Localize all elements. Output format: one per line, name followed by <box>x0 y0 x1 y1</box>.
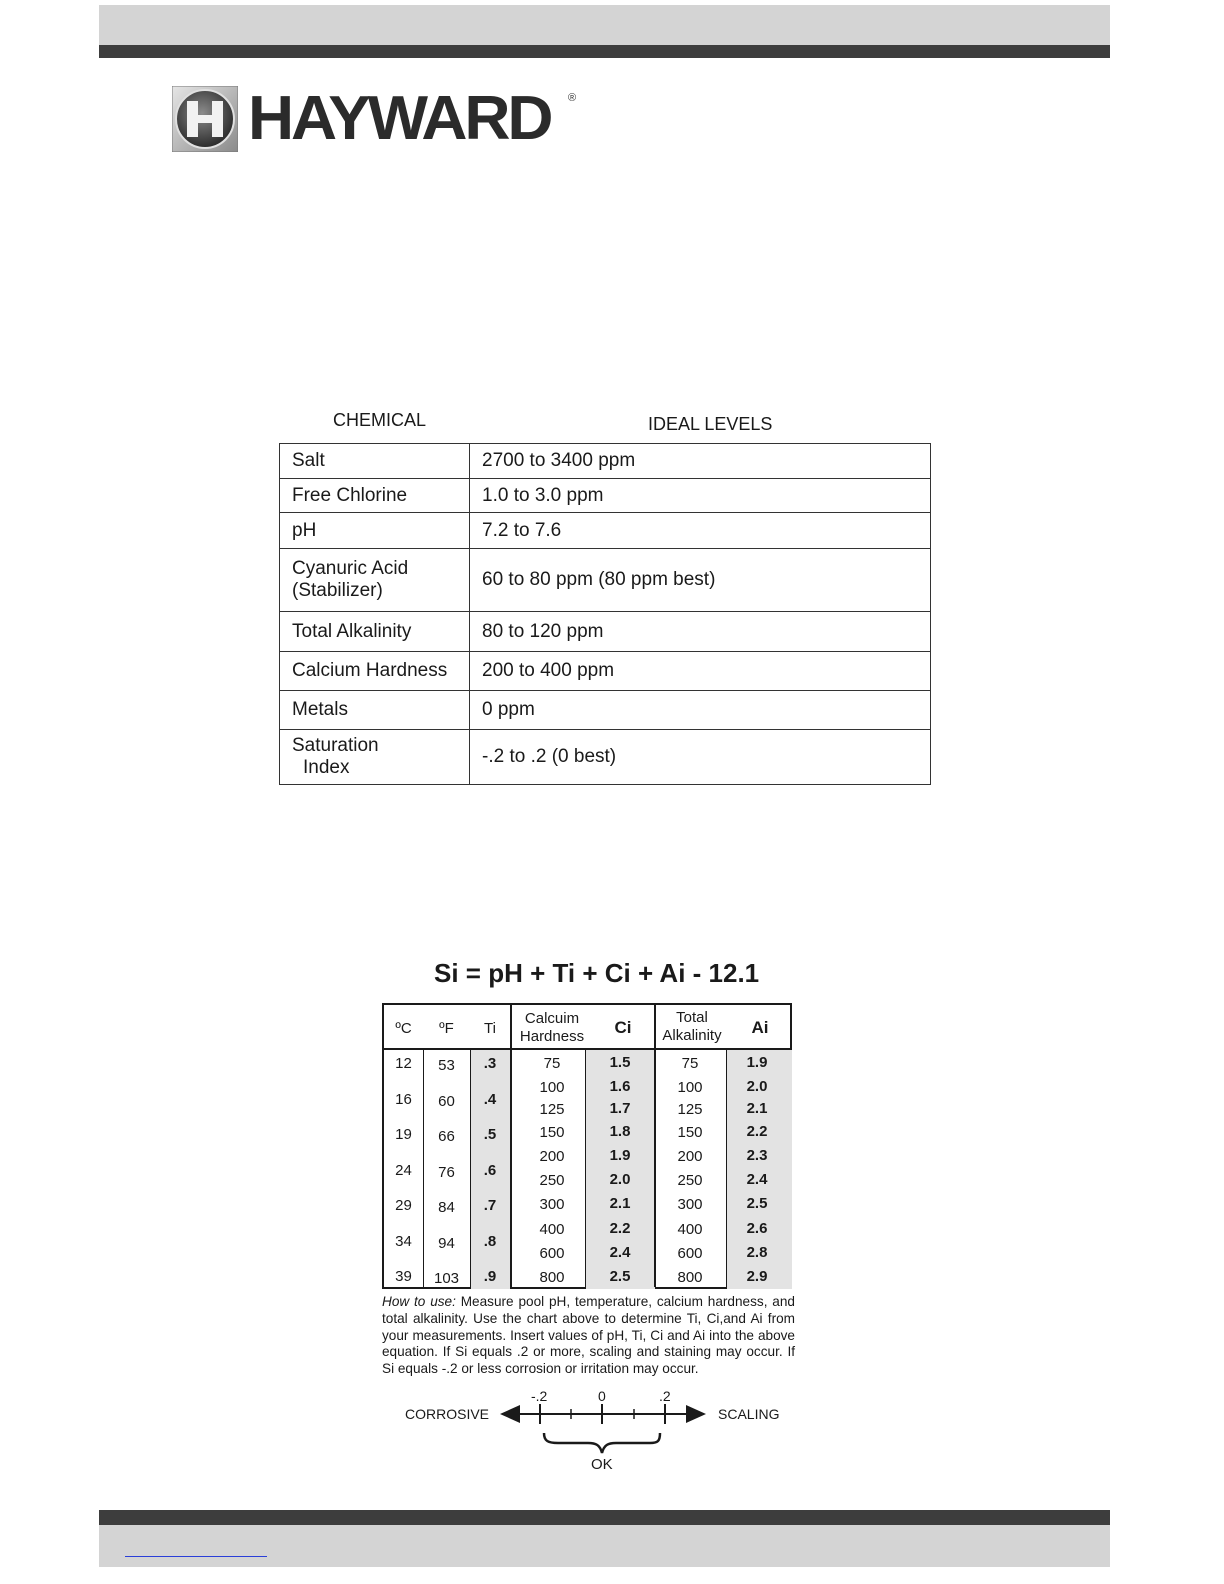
footer-bar-light <box>99 1525 1110 1567</box>
chemical-name-cell <box>280 652 470 691</box>
header-alkalinity-line2: Alkalinity <box>662 1027 722 1044</box>
footer-link-underline[interactable] <box>125 1556 267 1557</box>
calcium-hardness-value: 250 <box>539 1172 565 1189</box>
chemical-name-cell <box>280 513 470 549</box>
chemical-name-cell <box>280 730 470 785</box>
ai-value: 2.8 <box>746 1244 768 1261</box>
ai-value: 2.4 <box>746 1171 768 1188</box>
ideal-levels-column-header: IDEAL LEVELS <box>648 414 773 434</box>
ci-value: 2.1 <box>609 1195 631 1212</box>
header-bar-light <box>99 5 1110 45</box>
chemical-name: (Stabilizer) <box>292 580 383 601</box>
chemical-name-cell <box>280 691 470 730</box>
chemical-name: Salt <box>292 450 325 471</box>
corrosive-label: CORROSIVE <box>405 1406 490 1422</box>
ci-value: 2.2 <box>609 1220 631 1237</box>
scale-right-arrow-icon <box>686 1405 706 1423</box>
alkalinity-value: 250 <box>677 1172 703 1189</box>
ideal-level-row <box>280 479 931 513</box>
ai-value: 2.5 <box>746 1195 768 1212</box>
ok-label: OK <box>591 1456 613 1473</box>
temp-celsius: 34 <box>395 1233 412 1250</box>
chemical-name: Calcium Hardness <box>292 660 448 681</box>
how-to-use-text: Measure pool pH, temperature, calcium hardness, and total alkalinity. Use the chart above to determine Ti, Ci,and Ai from your measurements. Insert values of pH, Ti, Ci and Ai into the above equation. If Si equals .2 or more, scaling and staining may occur. If Si equals -.2 or less corrosion or irritation may occur. <box>382 1294 795 1377</box>
ideal-level-value: 0 ppm <box>470 691 931 730</box>
chemical-name-cell <box>280 479 470 513</box>
tick-label-negative: -.2 <box>531 1388 548 1404</box>
temp-fahrenheit: 76 <box>438 1164 455 1181</box>
chemical-name-cell <box>280 549 470 612</box>
calcium-hardness-value: 75 <box>543 1055 561 1072</box>
header-calcium-line2: Hardness <box>519 1028 585 1045</box>
header-celsius: ºC <box>395 1020 412 1037</box>
header-ti: Ti <box>484 1020 496 1037</box>
temp-celsius: 19 <box>395 1126 412 1143</box>
chemical-name: Saturation <box>292 735 379 756</box>
header-bar-dark <box>99 45 1110 58</box>
ci-value: 2.0 <box>609 1171 631 1188</box>
alkalinity-value: 150 <box>677 1124 703 1141</box>
calcium-hardness-value: 800 <box>539 1269 565 1286</box>
temp-fahrenheit: 94 <box>438 1235 455 1252</box>
chemical-name: Cyanuric Acid <box>292 558 409 579</box>
header-alkalinity-line1: Total <box>676 1009 708 1026</box>
temp-celsius: 29 <box>395 1197 412 1214</box>
ai-value: 2.2 <box>746 1123 768 1140</box>
chemical-name: Metals <box>292 699 348 720</box>
saturation-index-equation: Si = pH + Ti + Ci + Ai - 12.1 <box>434 958 760 988</box>
hayward-h-emblem-icon <box>172 86 238 152</box>
tick-label-zero: 0 <box>598 1388 606 1404</box>
chemical-name-cell <box>280 612 470 652</box>
alkalinity-value: 125 <box>677 1101 703 1118</box>
header-ai: Ai <box>751 1018 769 1037</box>
saturation-index-table <box>382 1003 792 1289</box>
alkalinity-value: 600 <box>677 1245 703 1262</box>
calcium-hardness-value: 150 <box>539 1124 565 1141</box>
temp-celsius: 39 <box>395 1268 412 1285</box>
ci-value: 1.6 <box>609 1078 631 1095</box>
ci-value: 2.5 <box>609 1268 631 1285</box>
chemical-name: Free Chlorine <box>292 484 408 506</box>
header-ci: Ci <box>614 1018 632 1037</box>
ideal-level-value: 200 to 400 ppm <box>470 652 931 691</box>
scaling-label: SCALING <box>718 1406 780 1422</box>
footer-bar-dark <box>99 1510 1110 1525</box>
chemical-name-cell <box>280 444 470 479</box>
how-to-use-label: How to use: <box>382 1294 456 1309</box>
ci-value: 1.7 <box>609 1100 631 1117</box>
ideal-level-value: 60 to 80 ppm (80 ppm best) <box>470 549 931 612</box>
alkalinity-value: 200 <box>677 1148 703 1165</box>
ideal-level-row <box>280 513 931 549</box>
ai-value: 2.1 <box>746 1100 768 1117</box>
calcium-hardness-value: 300 <box>539 1196 565 1213</box>
ideal-level-value: 2700 to 3400 ppm <box>470 444 931 479</box>
ideal-level-value: 1.0 to 3.0 ppm <box>470 479 931 513</box>
hayward-logo <box>172 86 587 152</box>
chemical-name: pH <box>292 519 317 541</box>
chemical-column-header: CHEMICAL <box>333 410 427 430</box>
alkalinity-value: 400 <box>677 1221 703 1238</box>
calcium-hardness-value: 200 <box>539 1148 565 1165</box>
calcium-hardness-value: 400 <box>539 1221 565 1238</box>
ci-value: 1.5 <box>609 1054 631 1071</box>
ai-value: 1.9 <box>746 1054 768 1071</box>
ideal-level-row <box>280 652 931 691</box>
calcium-hardness-value: 600 <box>539 1245 565 1262</box>
how-to-use-instructions <box>382 1294 795 1378</box>
ideal-level-row <box>280 444 931 479</box>
ideal-levels-table <box>279 443 931 785</box>
ideal-level-value: 80 to 120 ppm <box>470 612 931 652</box>
temp-fahrenheit: 84 <box>438 1199 455 1216</box>
temp-celsius: 12 <box>395 1055 412 1072</box>
registered-mark: ® <box>568 92 577 104</box>
alkalinity-value: 300 <box>677 1196 703 1213</box>
ti-value: .4 <box>483 1091 497 1108</box>
calcium-hardness-value: 100 <box>539 1079 565 1096</box>
ci-value: 2.4 <box>609 1244 631 1261</box>
ti-value: .6 <box>483 1162 497 1179</box>
ti-value: .3 <box>483 1055 497 1072</box>
ideal-level-row <box>280 691 931 730</box>
ti-value: .9 <box>483 1268 497 1285</box>
brand-name: HAYWARD <box>248 84 551 153</box>
ci-value: 1.8 <box>609 1123 631 1140</box>
ideal-level-row <box>280 612 931 652</box>
ci-value: 1.9 <box>609 1147 631 1164</box>
ideal-level-row <box>280 730 931 785</box>
ideal-level-row <box>280 549 931 612</box>
saturation-scale-diagram <box>380 1385 800 1485</box>
ai-value: 2.6 <box>746 1220 768 1237</box>
ideal-level-value: 7.2 to 7.6 <box>470 513 931 549</box>
ok-range-brace <box>544 1433 660 1453</box>
scale-left-arrow-icon <box>500 1405 520 1423</box>
alkalinity-value: 100 <box>677 1079 703 1096</box>
header-fahrenheit: ºF <box>439 1020 454 1037</box>
temp-fahrenheit: 53 <box>438 1057 455 1074</box>
temp-celsius: 16 <box>395 1091 412 1108</box>
ti-value: .8 <box>483 1233 497 1250</box>
alkalinity-value: 75 <box>681 1055 699 1072</box>
temp-fahrenheit: 60 <box>438 1093 455 1110</box>
alkalinity-value: 800 <box>677 1269 703 1286</box>
ai-value: 2.9 <box>746 1268 768 1285</box>
temp-fahrenheit: 103 <box>433 1270 460 1287</box>
tick-label-positive: .2 <box>659 1388 671 1404</box>
ti-value: .5 <box>483 1126 497 1143</box>
scale-arrow-graphic <box>380 1385 800 1485</box>
chemical-name: Total Alkalinity <box>292 620 412 642</box>
ideal-level-value: -.2 to .2 (0 best) <box>470 730 931 785</box>
temp-celsius: 24 <box>395 1162 412 1179</box>
calcium-hardness-value: 125 <box>539 1101 565 1118</box>
header-calcium-line1: Calcuim <box>524 1010 580 1027</box>
ti-value: .7 <box>483 1197 497 1214</box>
ai-value: 2.3 <box>746 1147 768 1164</box>
temp-fahrenheit: 66 <box>438 1128 455 1145</box>
chemical-name: Index <box>303 757 350 778</box>
ai-value: 2.0 <box>746 1078 768 1095</box>
table-header-divider <box>384 1048 790 1050</box>
